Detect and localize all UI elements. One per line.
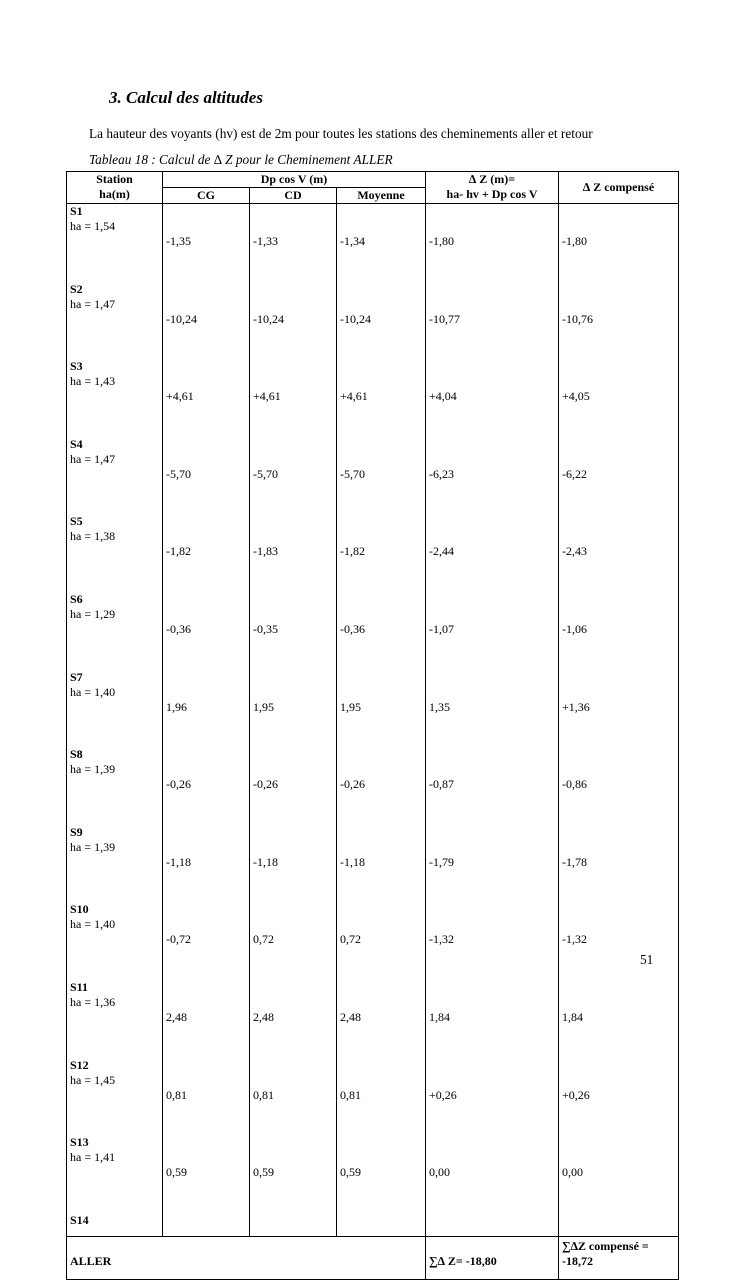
- moyenne-value: 0,81: [337, 1058, 426, 1136]
- station-cell: [67, 902, 163, 980]
- station-ha: ha = 1,40: [70, 917, 116, 932]
- delta-z-value: -2,44: [426, 514, 559, 592]
- header-moyenne: Moyenne: [337, 188, 426, 204]
- delta-z-compense-value: +1,36: [559, 670, 679, 748]
- station-cell: [67, 204, 163, 282]
- station-ha: ha = 1,36: [70, 994, 116, 1009]
- station-name: S1: [70, 204, 83, 218]
- station-cell: [67, 514, 163, 592]
- delta-z-value: +0,26: [426, 1058, 559, 1136]
- moyenne-value: 0,72: [337, 902, 426, 980]
- station-cell: [67, 825, 163, 903]
- header-dp-cos-v: Dp cos V (m): [163, 172, 426, 188]
- table-caption: Tableau 18 : Calcul de ∆ Z pour le Cheminement ALLER: [89, 152, 393, 167]
- moyenne-value: -1,18: [337, 825, 426, 903]
- delta-z-compense-value: +0,26: [559, 1058, 679, 1136]
- moyenne-value: 1,95: [337, 670, 426, 748]
- station-ha: ha = 1,38: [70, 529, 116, 544]
- moyenne-value: 2,48: [337, 980, 426, 1058]
- delta-z-value: -1,07: [426, 592, 559, 670]
- station-cell: [67, 980, 163, 1058]
- moyenne-value: -0,26: [337, 747, 426, 825]
- empty-cell: [426, 1213, 559, 1237]
- table-row: [67, 670, 679, 748]
- delta-z-compense-value: -1,78: [559, 825, 679, 903]
- header-cg: CG: [163, 188, 250, 204]
- moyenne-value: +4,61: [337, 359, 426, 437]
- cd-value: 0,59: [250, 1135, 337, 1213]
- delta-z-compense-value: +4,05: [559, 359, 679, 437]
- table-row: [67, 1135, 679, 1213]
- station-ha: ha = 1,39: [70, 839, 116, 854]
- table-row: [67, 980, 679, 1058]
- station-cell: [67, 1213, 163, 1237]
- header-station-line1: Station: [96, 172, 133, 186]
- intro-paragraph: La hauteur des voyants (hv) est de 2m pour toutes les stations des cheminements aller et retour: [89, 126, 593, 141]
- delta-z-compense-value: -1,80: [559, 204, 679, 282]
- station-ha: ha = 1,54: [70, 219, 116, 233]
- station-ha: ha = 1,43: [70, 374, 116, 389]
- table-row: [67, 747, 679, 825]
- station-name: S13: [70, 1135, 89, 1150]
- delta-z-value: 1,84: [426, 980, 559, 1058]
- station-name: S10: [70, 902, 89, 917]
- station-name: S4: [70, 436, 83, 451]
- cg-value: -1,18: [163, 825, 250, 903]
- table-row: [67, 592, 679, 670]
- station-ha: ha = 1,41: [70, 1150, 116, 1165]
- cg-value: 2,48: [163, 980, 250, 1058]
- station-name: S12: [70, 1057, 89, 1072]
- cd-value: 2,48: [250, 980, 337, 1058]
- table-row: [67, 514, 679, 592]
- delta-z-value: -1,80: [426, 204, 559, 282]
- header-delta-z-line1: ∆ Z (m)=: [468, 172, 516, 186]
- station-cell: [67, 359, 163, 437]
- empty-cell: [163, 1213, 250, 1237]
- section-heading: 3. Calcul des altitudes: [109, 88, 263, 107]
- page-number: 51: [640, 952, 654, 967]
- station-name: S2: [70, 281, 83, 296]
- station-name: S7: [70, 669, 83, 684]
- delta-z-compense-value: -1,32: [559, 902, 679, 980]
- moyenne-value: -1,82: [337, 514, 426, 592]
- moyenne-value: -5,70: [337, 437, 426, 515]
- cd-value: 0,81: [250, 1058, 337, 1136]
- delta-z-compense-value: 0,00: [559, 1135, 679, 1213]
- table-row: [67, 282, 679, 360]
- cg-value: -0,26: [163, 747, 250, 825]
- station-ha: ha = 1,47: [70, 296, 116, 311]
- altitude-table: [66, 171, 679, 1280]
- delta-z-value: +4,04: [426, 359, 559, 437]
- station-cell: [67, 437, 163, 515]
- table-body: [67, 204, 679, 1280]
- cg-value: 0,81: [163, 1058, 250, 1136]
- station-name: S11: [70, 979, 89, 994]
- delta-z-value: 1,35: [426, 670, 559, 748]
- station-ha: ha = 1,40: [70, 684, 116, 699]
- moyenne-value: -10,24: [337, 282, 426, 360]
- moyenne-value: -0,36: [337, 592, 426, 670]
- station-cell: [67, 670, 163, 748]
- delta-z-value: -1,32: [426, 902, 559, 980]
- cd-value: -1,83: [250, 514, 337, 592]
- cg-value: -0,36: [163, 592, 250, 670]
- delta-z-value: -0,87: [426, 747, 559, 825]
- cg-value: +4,61: [163, 359, 250, 437]
- station-ha: ha = 1,39: [70, 762, 116, 777]
- delta-z-compense-value: -10,76: [559, 282, 679, 360]
- cg-value: -5,70: [163, 437, 250, 515]
- delta-z-value: -10,77: [426, 282, 559, 360]
- header-delta-z: [426, 172, 559, 204]
- total-row: [67, 1236, 679, 1279]
- delta-z-value: -1,79: [426, 825, 559, 903]
- cd-value: -1,33: [250, 204, 337, 282]
- cd-value: -5,70: [250, 437, 337, 515]
- moyenne-value: -1,34: [337, 204, 426, 282]
- table-row: [67, 825, 679, 903]
- station-cell: [67, 1058, 163, 1136]
- moyenne-value: 0,59: [337, 1135, 426, 1213]
- table-row: [67, 204, 679, 282]
- station-name: S5: [70, 514, 83, 529]
- total-delta-z: ∑∆ Z= -18,80: [426, 1236, 559, 1279]
- cg-value: -10,24: [163, 282, 250, 360]
- header-delta-z-line2: ha- hv + Dp cos V: [446, 187, 538, 201]
- station-cell: [67, 282, 163, 360]
- cd-value: 0,72: [250, 902, 337, 980]
- empty-cell: [250, 1213, 337, 1237]
- delta-z-value: -6,23: [426, 437, 559, 515]
- table-row: [67, 1213, 679, 1237]
- header-delta-z-compense: ∆ Z compensé: [559, 172, 679, 204]
- total-delta-z-compense: ∑∆Z compensé = -18,72: [559, 1236, 679, 1279]
- total-label: ALLER: [67, 1236, 426, 1279]
- station-ha: ha = 1,29: [70, 606, 116, 621]
- table-row: [67, 902, 679, 980]
- cd-value: -1,18: [250, 825, 337, 903]
- delta-z-compense-value: -2,43: [559, 514, 679, 592]
- station-cell: [67, 747, 163, 825]
- station-cell: [67, 592, 163, 670]
- empty-cell: [337, 1213, 426, 1237]
- station-ha: ha = 1,45: [70, 1072, 116, 1087]
- cg-value: 1,96: [163, 670, 250, 748]
- empty-cell: [559, 1213, 679, 1237]
- cg-value: -1,35: [163, 204, 250, 282]
- station-name: S3: [70, 359, 83, 374]
- cd-value: 1,95: [250, 670, 337, 748]
- table-row: [67, 1058, 679, 1136]
- delta-z-compense-value: -6,22: [559, 437, 679, 515]
- cd-value: +4,61: [250, 359, 337, 437]
- delta-z-compense-value: -0,86: [559, 747, 679, 825]
- station-name: S9: [70, 824, 83, 839]
- cg-value: -0,72: [163, 902, 250, 980]
- delta-z-value: 0,00: [426, 1135, 559, 1213]
- delta-z-compense-value: -1,06: [559, 592, 679, 670]
- cg-value: -1,82: [163, 514, 250, 592]
- station-name: S14: [70, 1212, 89, 1227]
- station-cell: [67, 1135, 163, 1213]
- header-cd: CD: [250, 188, 337, 204]
- cg-value: 0,59: [163, 1135, 250, 1213]
- table-row: [67, 437, 679, 515]
- table-row: [67, 359, 679, 437]
- cd-value: -10,24: [250, 282, 337, 360]
- station-ha: ha = 1,47: [70, 451, 116, 466]
- station-name: S6: [70, 591, 83, 606]
- header-station: [67, 172, 163, 204]
- station-name: S8: [70, 747, 83, 762]
- delta-z-compense-value: 1,84: [559, 980, 679, 1058]
- cd-value: -0,26: [250, 747, 337, 825]
- cd-value: -0,35: [250, 592, 337, 670]
- header-station-line2: ha(m): [99, 187, 130, 201]
